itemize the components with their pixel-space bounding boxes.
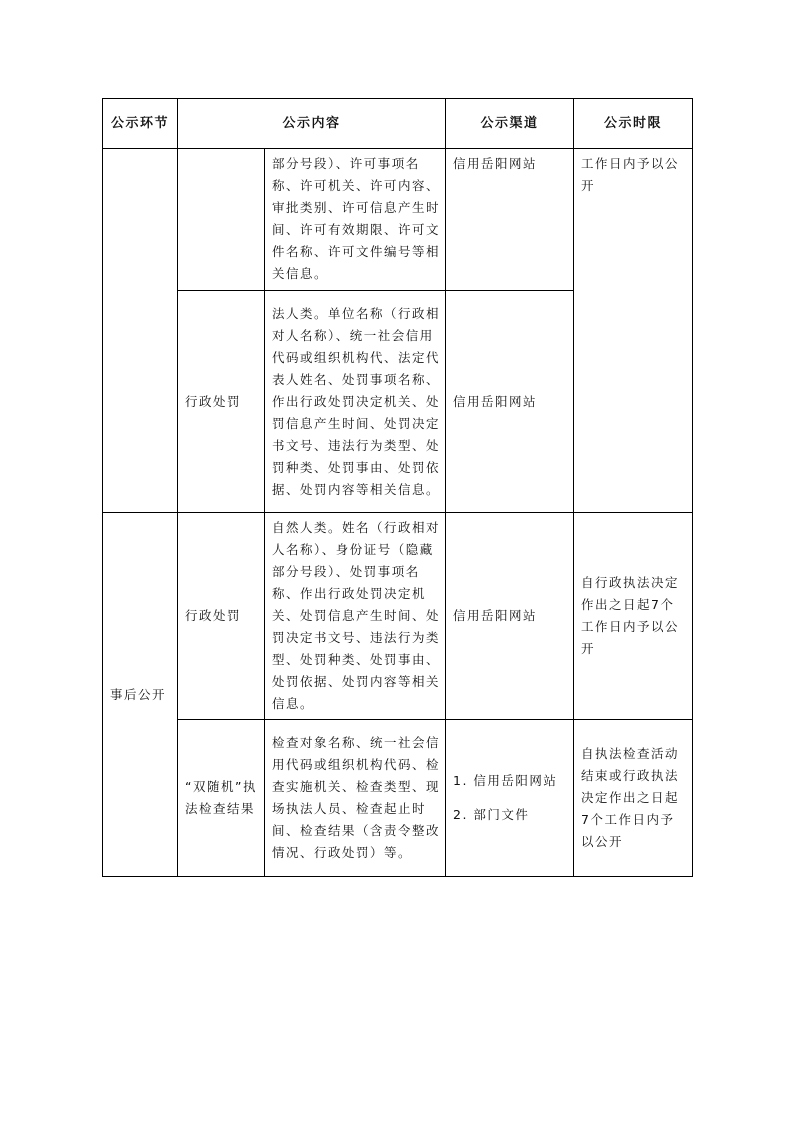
header-stage: 公示环节 — [103, 99, 178, 149]
header-row — [103, 99, 693, 149]
stage-cell: 事后公开 — [103, 513, 178, 877]
timelimit-cell: 自执法检查活动结束或行政执法决定作出之日起7个工作日内予以公开 — [574, 720, 693, 877]
channel-cell: 信用岳阳网站 — [446, 291, 574, 513]
header-content: 公示内容 — [178, 99, 446, 149]
stage-cell-empty — [103, 149, 178, 513]
channel-item-2: 2. 部门文件 — [453, 807, 530, 822]
content-cell: 部分号段）、许可事项名称、许可机关、许可内容、审批类别、许可信息产生时间、许可有效期限、许可文件名称、许可文件编号等相关信息。 — [265, 149, 446, 291]
content-cell: 自然人类。姓名（行政相对人名称）、身份证号（隐藏部分号段）、处罚事项名称、作出行政处罚决定机关、处罚信息产生时间、处罚决定书文号、违法行为类型、处罚种类、处罚事由、处罚依据、处罚内容等相关信息。 — [265, 513, 446, 720]
content-cell: 检查对象名称、统一社会信用代码或组织机构代码、检查实施机关、检查类型、现场执法人员、检查起止时间、检查结果（含责令整改情况、行政处罚）等。 — [265, 720, 446, 877]
header-timelimit: 公示时限 — [574, 99, 693, 149]
channel-cell — [446, 720, 574, 877]
timelimit-cell: 工作日内予以公开 — [574, 149, 693, 513]
table-row — [103, 513, 693, 720]
disclosure-table — [102, 98, 693, 877]
channel-cell: 信用岳阳网站 — [446, 513, 574, 720]
timelimit-cell: 自行政执法决定作出之日起7个工作日内予以公开 — [574, 513, 693, 720]
type-cell: “双随机”执法检查结果 — [178, 720, 265, 877]
table-row — [103, 720, 693, 877]
channel-spacer — [453, 792, 569, 804]
content-cell: 法人类。单位名称（行政相对人名称）、统一社会信用代码或组织机构代、法定代表人姓名、处罚事项名称、作出行政处罚决定机关、处罚信息产生时间、处罚决定书文号、违法行为类型、处罚种类、处罚事由、处罚依据、处罚内容等相关信息。 — [265, 291, 446, 513]
table-row — [103, 149, 693, 291]
header-channel: 公示渠道 — [446, 99, 574, 149]
channel-cell: 信用岳阳网站 — [446, 149, 574, 291]
type-cell: 行政处罚 — [178, 513, 265, 720]
channel-item-1: 1. 信用岳阳网站 — [453, 773, 558, 788]
type-cell: 行政处罚 — [178, 291, 265, 513]
type-cell-empty — [178, 149, 265, 291]
